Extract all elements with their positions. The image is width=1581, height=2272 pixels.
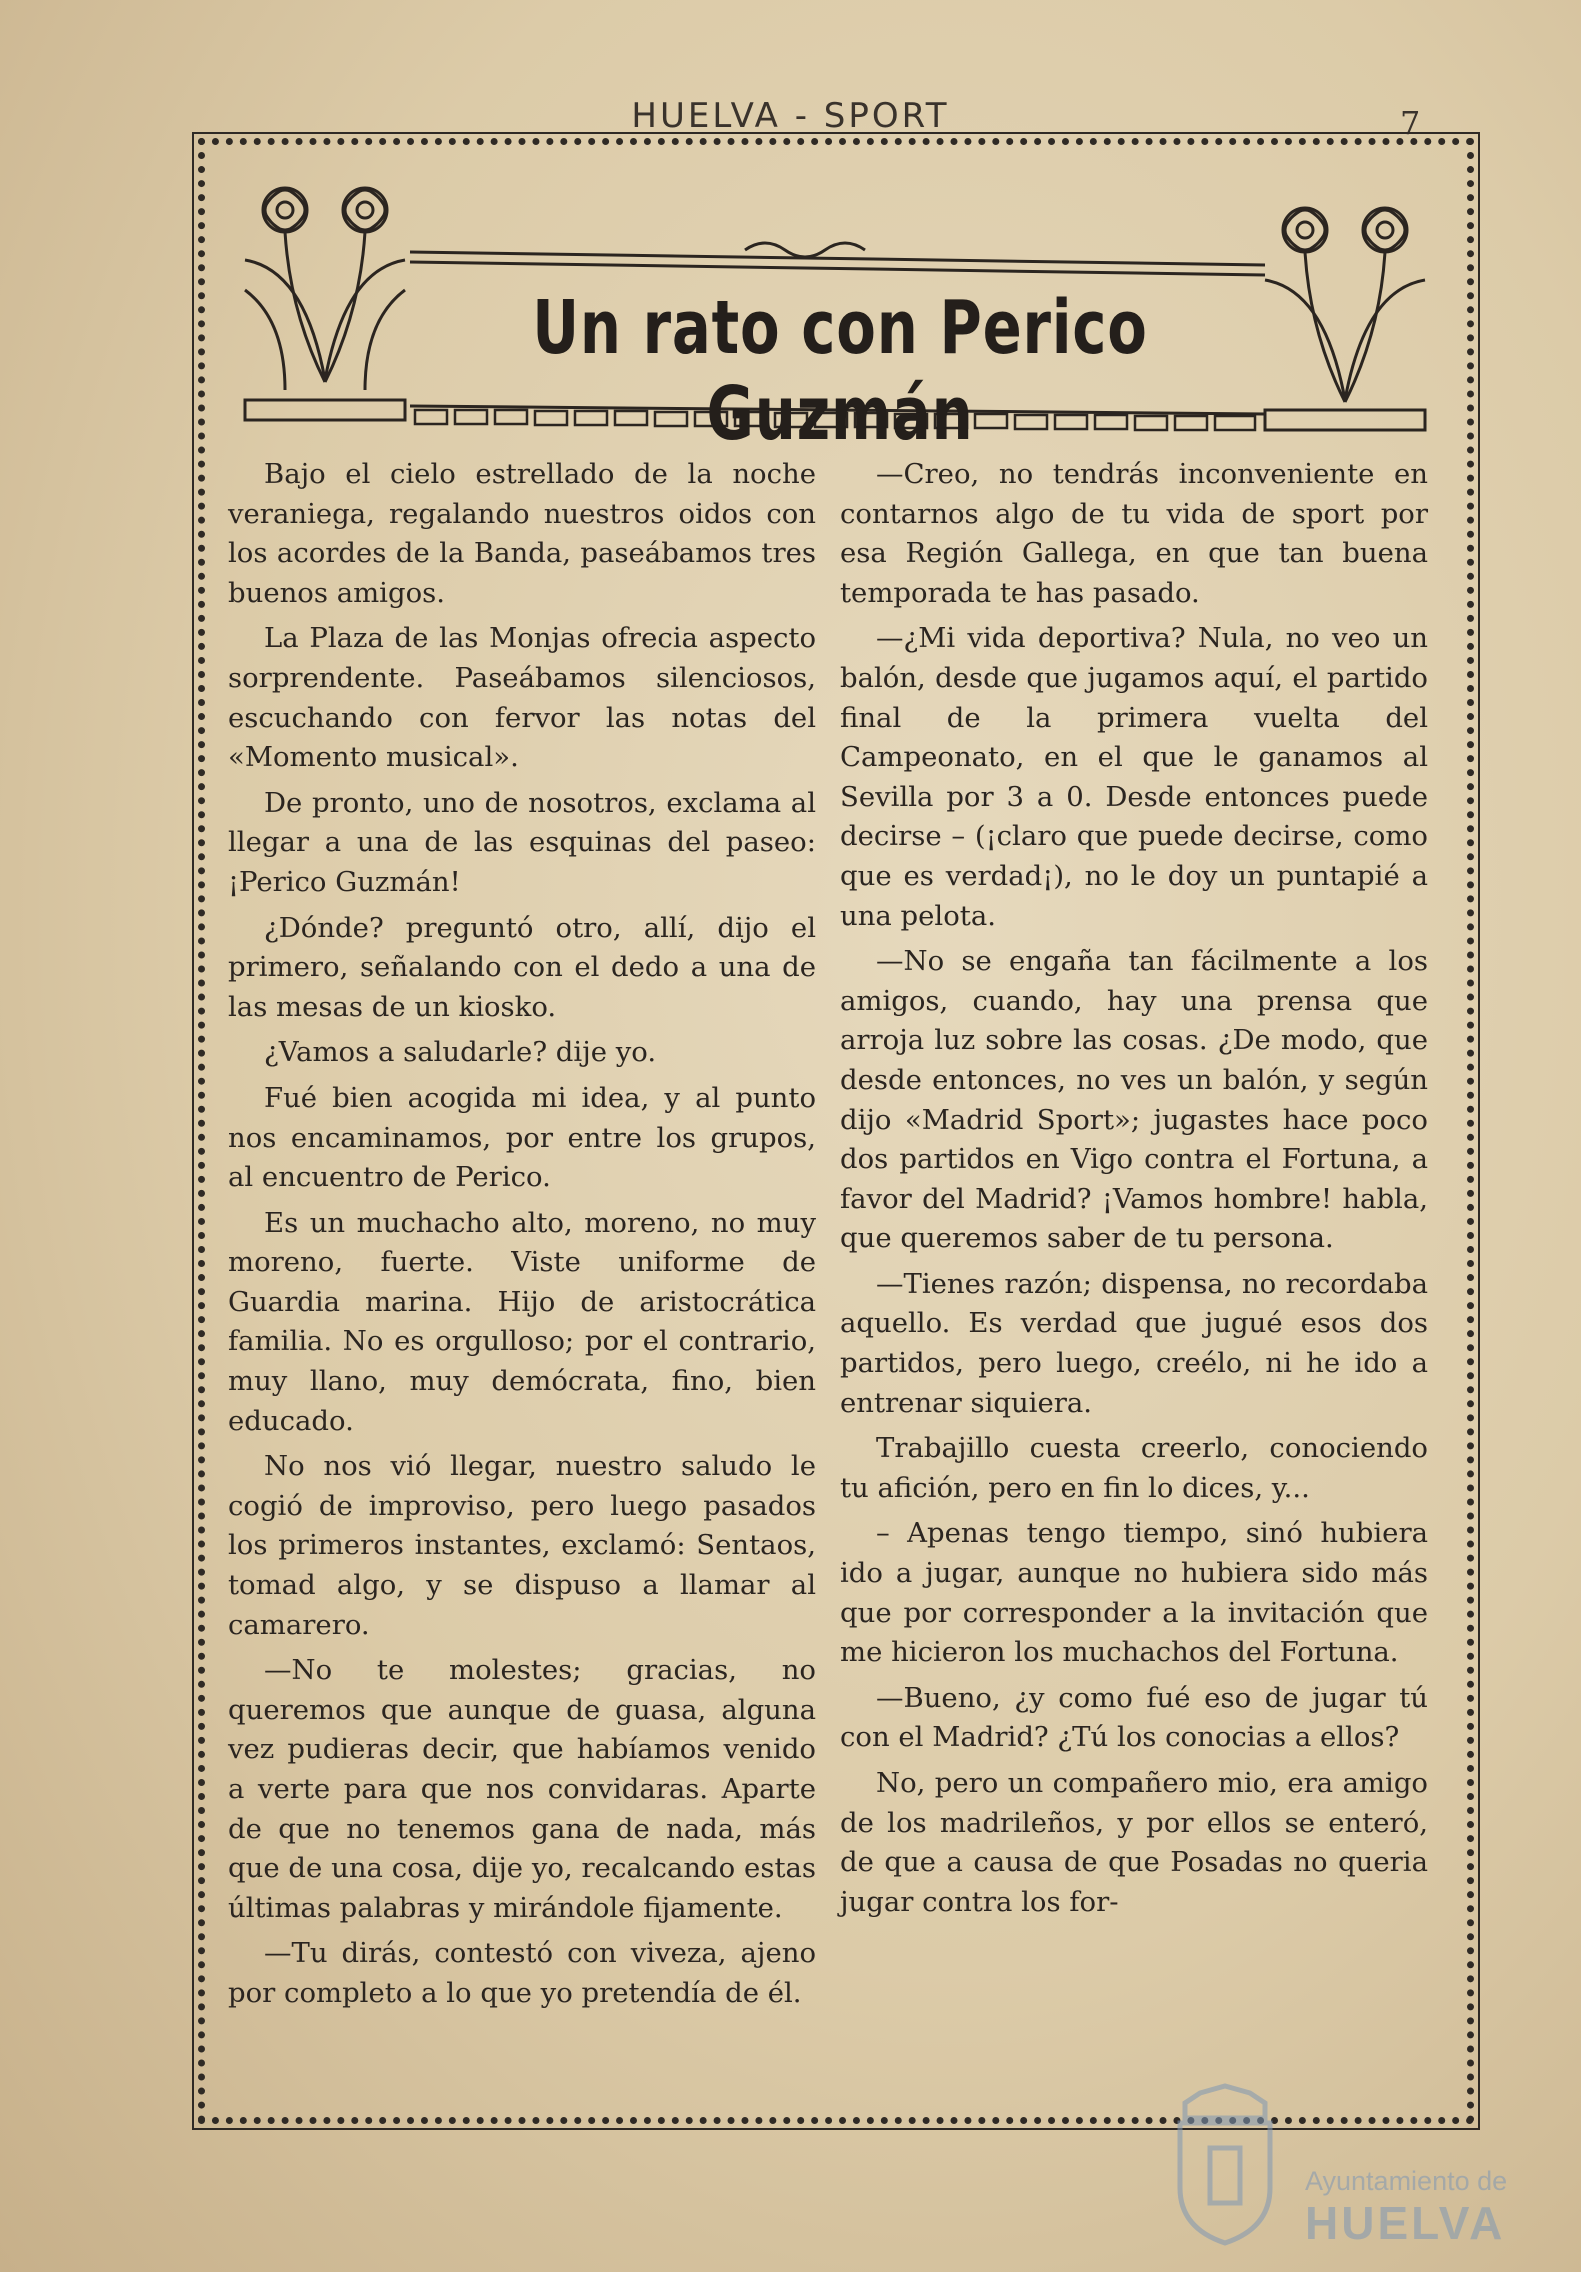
article-body — [228, 455, 1428, 2085]
archive-watermark — [1165, 2078, 1525, 2258]
paragraph: Bajo el cielo estrellado de la noche veraniega, regalando nuestros oidos con los acordes de la Banda, paseábamos tres buenos amigos. — [228, 458, 816, 609]
city-crest-icon — [1165, 2078, 1285, 2248]
paragraph: —Tu dirás, contestó con viveza, ajeno por completo a lo que yo pretendía de él. — [228, 1937, 816, 2009]
right-column — [840, 455, 1428, 1928]
paragraph: —Bueno, ¿y como fué eso de jugar tú con el Madrid? ¿Tú los conocias a ellos? — [840, 1681, 1428, 1754]
page-number: 7 — [1400, 104, 1421, 142]
running-title: HUELVA - SPORT — [631, 96, 950, 136]
paragraph: De pronto, uno de nosotros, exclama al llegar a una de las esquinas del paseo: ¡Perico Guzmán! — [228, 786, 816, 898]
paragraph: No nos vió llegar, nuestro saludo le cogió de improviso, pero luego pasados los primeros instantes, exclamó: Sentaos, tomad algo, y se dispuso a llamar al camarero. — [228, 1450, 816, 1641]
watermark-line2: HUELVA — [1305, 2197, 1506, 2249]
article-title: Un rato con Perico Guzmán — [532, 285, 1148, 457]
paragraph: Fué bien acogida mi idea, y al punto nos encaminamos, por entre los grupos, al encuentro de Perico. — [228, 1081, 816, 1194]
paragraph: —No te molestes; gracias, no queremos que aunque de guasa, alguna vez pudieras decir, que habíamos venido a verte para que nos convidaras. Aparte de que no tenemos gana de nada, más que de una cosa, dije yo, recalcando estas últimas palabras y mirándole fijamente. — [228, 1654, 816, 1924]
paragraph: —Creo, no tendrás inconveniente en contarnos algo de tu vida de sport por esa Región Gallega, en que tan buena temporada te has pasado. — [840, 458, 1428, 609]
paragraph: —No se engaña tan fácilmente a los amigos, cuando, hay una prensa que arroja luz sobre las cosas. ¿De modo, que desde entonces, no ves un balón, y según dijo «Madrid Sport»; jugastes hace poco dos partidos en Vigo contra el Fortuna, a favor del Madrid? ¡Vamos hombre! habla, que queremos saber de tu persona. — [840, 945, 1428, 1255]
paragraph: No, pero un compañero mio, era amigo de los madrileños, y por ellos se enteró, de que a causa de que Posadas no queria jugar contra los for- — [840, 1767, 1428, 1918]
paragraph: – Apenas tengo tiempo, sinó hubiera ido a jugar, aunque no hubiera sido más que por corresponder a la invitación que me hicieron los muchachos del Fortuna. — [840, 1517, 1428, 1669]
left-column — [228, 455, 816, 2020]
paragraph: Trabajillo cuesta creerlo, conociendo tu afición, pero en fin lo dices, y... — [840, 1432, 1428, 1504]
paragraph: Es un muchacho alto, moreno, no muy moreno, fuerte. Viste uniforme de Guardia marina. Hijo de aristocrática familia. No es orgulloso; por el contrario, muy llano, muy demócrata, fino, bien educado. — [228, 1206, 816, 1437]
paragraph: La Plaza de las Monjas ofrecia aspecto sorprendente. Paseábamos silenciosos, escuchando con fervor las notas del «Momento musical». — [228, 622, 816, 774]
paragraph: ¿Vamos a saludarle? dije yo. — [264, 1036, 657, 1069]
paragraph: —Tienes razón; dispensa, no recordaba aquello. Es verdad que jugué esos dos partidos, pero luego, creélo, ni he ido a entrenar siquiera. — [840, 1267, 1428, 1419]
paragraph: ¿Dónde? preguntó otro, allí, dijo el primero, señalando con el dedo a una de las mesas de un kiosko. — [228, 911, 816, 1023]
watermark-line1: Ayuntamiento de — [1305, 2166, 1508, 2196]
paragraph: —¿Mi vida deportiva? Nula, no veo un balón, desde que jugamos aquí, el partido final de la primera vuelta del Campeonato, en el que le ganamos al Sevilla por 3 a 0. Desde entonces puede decirse – (¡claro que puede decirse, como que es verdad¡), no le doy un puntapié a una pelota. — [840, 622, 1428, 932]
